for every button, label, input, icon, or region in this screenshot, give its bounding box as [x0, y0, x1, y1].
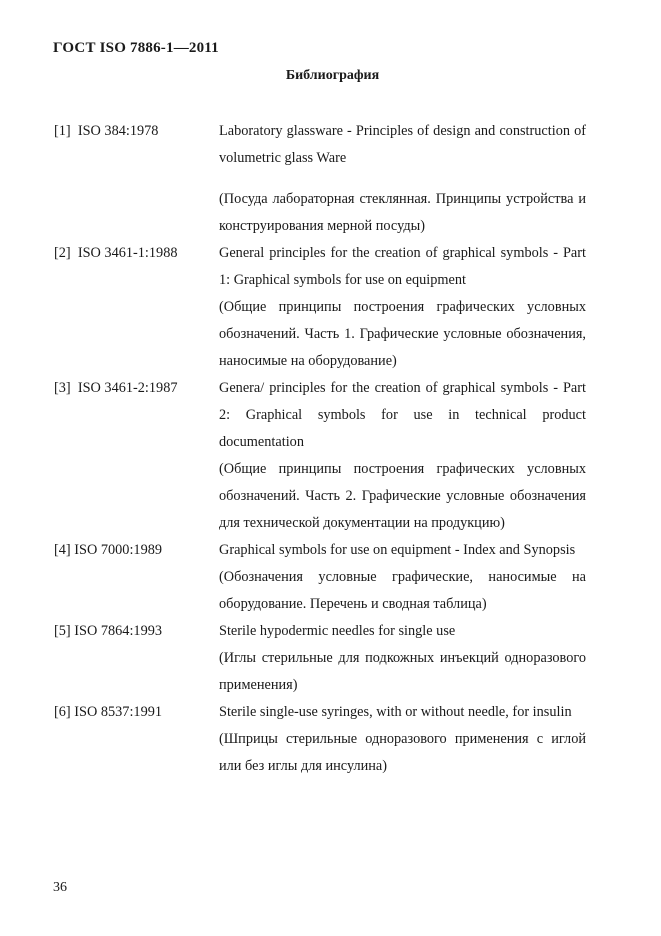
bibliography-entry: [54, 375, 586, 537]
reference-body: [219, 240, 586, 375]
reference-title-russian: (Обозначения условные графические, наносимые на оборудование. Перечень и сводная таблица): [219, 569, 586, 612]
reference-title-russian: (Иглы стерильные для подкожных инъекций одноразового применения): [219, 650, 586, 693]
reference-label: [5] ISO 7864:1993: [54, 623, 163, 639]
page-number: 36: [53, 880, 67, 895]
bibliography-list: [54, 118, 586, 780]
document-header: ГОСТ ISO 7886-1—2011: [53, 40, 219, 56]
reference-label: [2] ISO 3461-1:1988: [54, 245, 178, 261]
reference-title-russian: (Общие принципы построения графических условных обозначений. Часть 2. Графические условные обозначения для технической документации на продукцию): [219, 461, 586, 531]
bibliography-entry: [54, 618, 586, 699]
reference-body: [219, 375, 586, 537]
reference-label: [6] ISO 8537:1991: [54, 704, 163, 720]
reference-body: [219, 537, 586, 618]
reference-title-english: Sterile hypodermic needles for single use: [219, 623, 456, 639]
reference-title-russian: (Общие принципы построения графических условных обозначений. Часть 1. Графические условные обозначения, наносимые на оборудование): [219, 299, 586, 369]
reference-title-english: General principles for the creation of graphical symbols - Part 1: Graphical symbols for use on equipment: [219, 245, 586, 288]
reference-title-english: Laboratory glassware - Principles of design and construction of volumetric glass Ware: [219, 123, 586, 166]
bibliography-entry: [54, 118, 586, 240]
reference-body: [219, 618, 586, 699]
reference-label: [1] ISO 384:1978: [54, 123, 159, 139]
reference-title-english: Graphical symbols for use on equipment - Index and Synopsis: [219, 542, 576, 558]
reference-title-russian: (Посуда лабораторная стеклянная. Принципы устройства и конструирования мерной посуды): [219, 191, 586, 234]
bibliography-entry: [54, 240, 586, 375]
reference-title-russian: (Шприцы стерильные одноразового применения с иглой или без иглы для инсулина): [219, 731, 586, 774]
bibliography-entry: [54, 537, 586, 618]
reference-title-english: Genera/ principles for the creation of graphical symbols - Part 2: Graphical symbols for use in technical product documentation: [219, 380, 586, 450]
reference-body: [219, 118, 586, 240]
bibliography-entry: [54, 699, 586, 780]
reference-body: [219, 699, 586, 780]
reference-title-english: Sterile single-use syringes, with or without needle, for insulin: [219, 704, 572, 720]
reference-label: [3] ISO 3461-2:1987: [54, 380, 178, 396]
reference-label: [4] ISO 7000:1989: [54, 542, 163, 558]
page-title: Библиография: [285, 68, 380, 83]
